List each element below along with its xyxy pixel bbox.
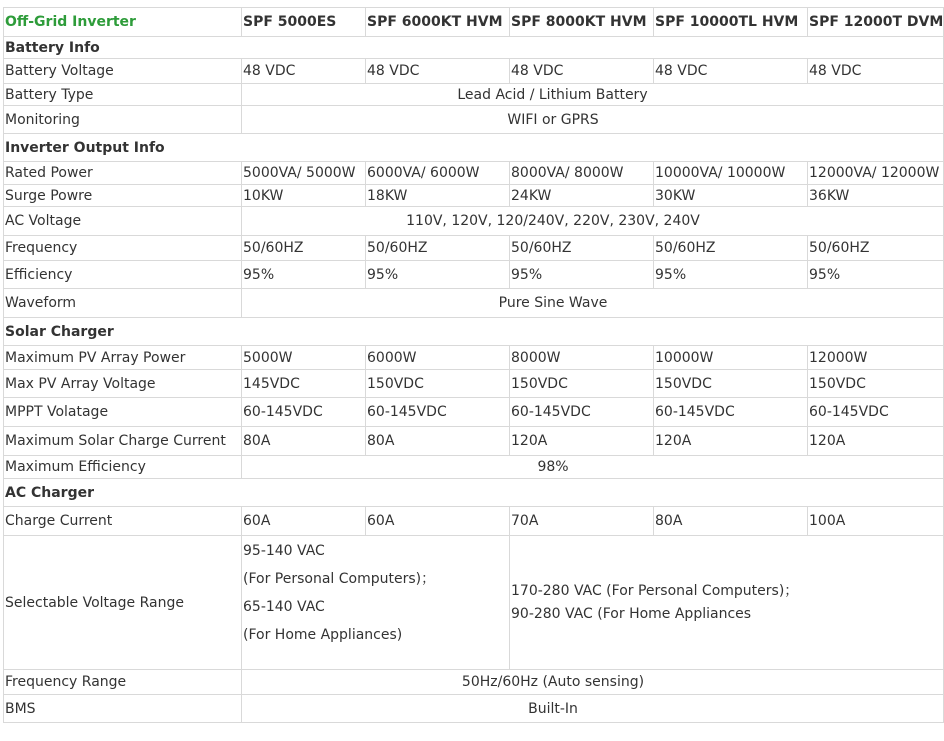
table-cell: 95% xyxy=(654,261,808,289)
table-cell: 80A xyxy=(366,427,510,456)
table-cell: 120A xyxy=(808,427,944,456)
voltage-range-line: (For Home Appliances) xyxy=(243,627,403,643)
table-header-row xyxy=(4,8,944,37)
table-row xyxy=(4,162,944,185)
merged-cell-text: 98% xyxy=(537,459,569,475)
table-cell: 50/60HZ xyxy=(808,236,944,261)
table-row xyxy=(4,456,944,479)
merged-cell xyxy=(242,84,944,106)
table-cell: 12000VA/ 12000W xyxy=(808,162,944,185)
table-row xyxy=(4,427,944,456)
voltage-range-line: 170-280 VAC (For Personal Computers)； xyxy=(511,582,799,599)
section-title: AC Charger xyxy=(4,479,944,507)
table-cell: 10KW xyxy=(242,185,366,207)
table-cell: 150VDC xyxy=(366,370,510,398)
row-label: Monitoring xyxy=(4,106,242,134)
table-cell: 18KW xyxy=(366,185,510,207)
table-cell: 48 VDC xyxy=(510,59,654,84)
merged-cell-text: 50Hz/60Hz (Auto sensing) xyxy=(461,674,645,690)
section-row xyxy=(4,37,944,59)
table-cell: 50/60HZ xyxy=(510,236,654,261)
row-label: Frequency xyxy=(4,236,242,261)
table-cell: 12000W xyxy=(808,346,944,370)
row-label: Battery Voltage xyxy=(4,59,242,84)
row-label: BMS xyxy=(4,695,242,723)
merged-cell-text: Built-In xyxy=(528,700,578,717)
table-cell: 5000VA/ 5000W xyxy=(242,162,366,185)
table-row xyxy=(4,695,944,723)
table-row xyxy=(4,289,944,318)
table-row xyxy=(4,207,944,236)
voltage-range-line: 90-280 VAC (For Home Appliances xyxy=(511,605,752,622)
table-cell: 60-145VDC xyxy=(654,398,808,427)
voltage-range-right-cell xyxy=(510,536,944,670)
merged-cell xyxy=(242,289,944,318)
voltage-range-left-cell xyxy=(242,536,510,670)
table-row xyxy=(4,84,944,106)
table-row xyxy=(4,536,944,670)
table-cell: 6000VA/ 6000W xyxy=(366,162,510,185)
table-cell: 95% xyxy=(366,261,510,289)
row-label: Maximum Efficiency xyxy=(4,456,242,479)
table-cell: 48 VDC xyxy=(654,59,808,84)
row-label: Max PV Array Voltage xyxy=(4,370,242,398)
table-cell: 95% xyxy=(808,261,944,289)
voltage-range-line: 65-140 VAC xyxy=(243,599,325,615)
merged-cell-text: WIFI or GPRS xyxy=(507,111,599,128)
table-cell: 50/60HZ xyxy=(242,236,366,261)
table-cell: 60-145VDC xyxy=(510,398,654,427)
table-cell: 60-145VDC xyxy=(242,398,366,427)
table-cell: 120A xyxy=(510,427,654,456)
voltage-range-line: (For Personal Computers)； xyxy=(243,571,436,587)
row-label: Frequency Range xyxy=(4,670,242,695)
table-cell: 8000W xyxy=(510,346,654,370)
table-cell: 150VDC xyxy=(510,370,654,398)
table-cell: 10000W xyxy=(654,346,808,370)
row-label: AC Voltage xyxy=(4,207,242,236)
table-row xyxy=(4,236,944,261)
table-row xyxy=(4,185,944,207)
table-row xyxy=(4,670,944,695)
table-row xyxy=(4,59,944,84)
section-row xyxy=(4,318,944,346)
table-cell: 60A xyxy=(242,507,366,536)
table-row xyxy=(4,261,944,289)
header-cell: SPF 12000T DVM xyxy=(808,8,944,37)
merged-cell-text: 110V, 120V, 120/240V, 220V, 230V, 240V xyxy=(406,213,700,229)
section-title: Solar Charger xyxy=(4,318,944,346)
row-label: Battery Type xyxy=(4,84,242,106)
table-row xyxy=(4,398,944,427)
table-cell: 36KW xyxy=(808,185,944,207)
table-row xyxy=(4,370,944,398)
row-label: Charge Current xyxy=(4,507,242,536)
table-cell: 50/60HZ xyxy=(366,236,510,261)
table-cell: 60-145VDC xyxy=(808,398,944,427)
row-label: Surge Powre xyxy=(4,185,242,207)
section-row xyxy=(4,479,944,507)
table-cell: 80A xyxy=(654,507,808,536)
merged-cell xyxy=(242,456,944,479)
table-row xyxy=(4,507,944,536)
table-cell: 145VDC xyxy=(242,370,366,398)
voltage-range-line: 95-140 VAC xyxy=(243,543,325,559)
table-cell: 6000W xyxy=(366,346,510,370)
table-cell: 70A xyxy=(510,507,654,536)
table-cell: 30KW xyxy=(654,185,808,207)
row-label: Maximum PV Array Power xyxy=(4,346,242,370)
header-cell: SPF 10000TL HVM xyxy=(654,8,808,37)
table-row xyxy=(4,346,944,370)
row-label: Waveform xyxy=(4,289,242,318)
table-cell: 48 VDC xyxy=(808,59,944,84)
section-title: Battery Info xyxy=(4,37,944,59)
table-cell: 10000VA/ 10000W xyxy=(654,162,808,185)
row-label: Efficiency xyxy=(4,261,242,289)
merged-cell-text: Lead Acid / Lithium Battery xyxy=(457,86,648,103)
table-cell: 150VDC xyxy=(808,370,944,398)
table-cell: 80A xyxy=(242,427,366,456)
header-cell: SPF 8000KT HVM xyxy=(510,8,654,37)
table-cell: 8000VA/ 8000W xyxy=(510,162,654,185)
merged-cell-text: Pure Sine Wave xyxy=(498,295,608,311)
table-cell: 48 VDC xyxy=(366,59,510,84)
header-cell: Off-Grid Inverter xyxy=(4,8,242,37)
table-cell: 50/60HZ xyxy=(654,236,808,261)
merged-cell xyxy=(242,207,944,236)
section-row xyxy=(4,134,944,162)
merged-cell xyxy=(242,106,944,134)
row-label: Maximum Solar Charge Current xyxy=(4,427,242,456)
row-label: Rated Power xyxy=(4,162,242,185)
header-cell: SPF 5000ES xyxy=(242,8,366,37)
table-cell: 5000W xyxy=(242,346,366,370)
table-cell: 150VDC xyxy=(654,370,808,398)
row-label: MPPT Volatage xyxy=(4,398,242,427)
table-cell: 60-145VDC xyxy=(366,398,510,427)
table-cell: 24KW xyxy=(510,185,654,207)
merged-cell xyxy=(242,695,944,723)
table-row xyxy=(4,106,944,134)
table-cell: 48 VDC xyxy=(242,59,366,84)
table-cell: 60A xyxy=(366,507,510,536)
merged-cell xyxy=(242,670,944,695)
spec-table xyxy=(3,7,944,723)
table-cell: 95% xyxy=(242,261,366,289)
header-cell: SPF 6000KT HVM xyxy=(366,8,510,37)
table-cell: 95% xyxy=(510,261,654,289)
section-title: Inverter Output Info xyxy=(4,134,944,162)
table-cell: 120A xyxy=(654,427,808,456)
row-label: Selectable Voltage Range xyxy=(4,536,242,670)
table-cell: 100A xyxy=(808,507,944,536)
